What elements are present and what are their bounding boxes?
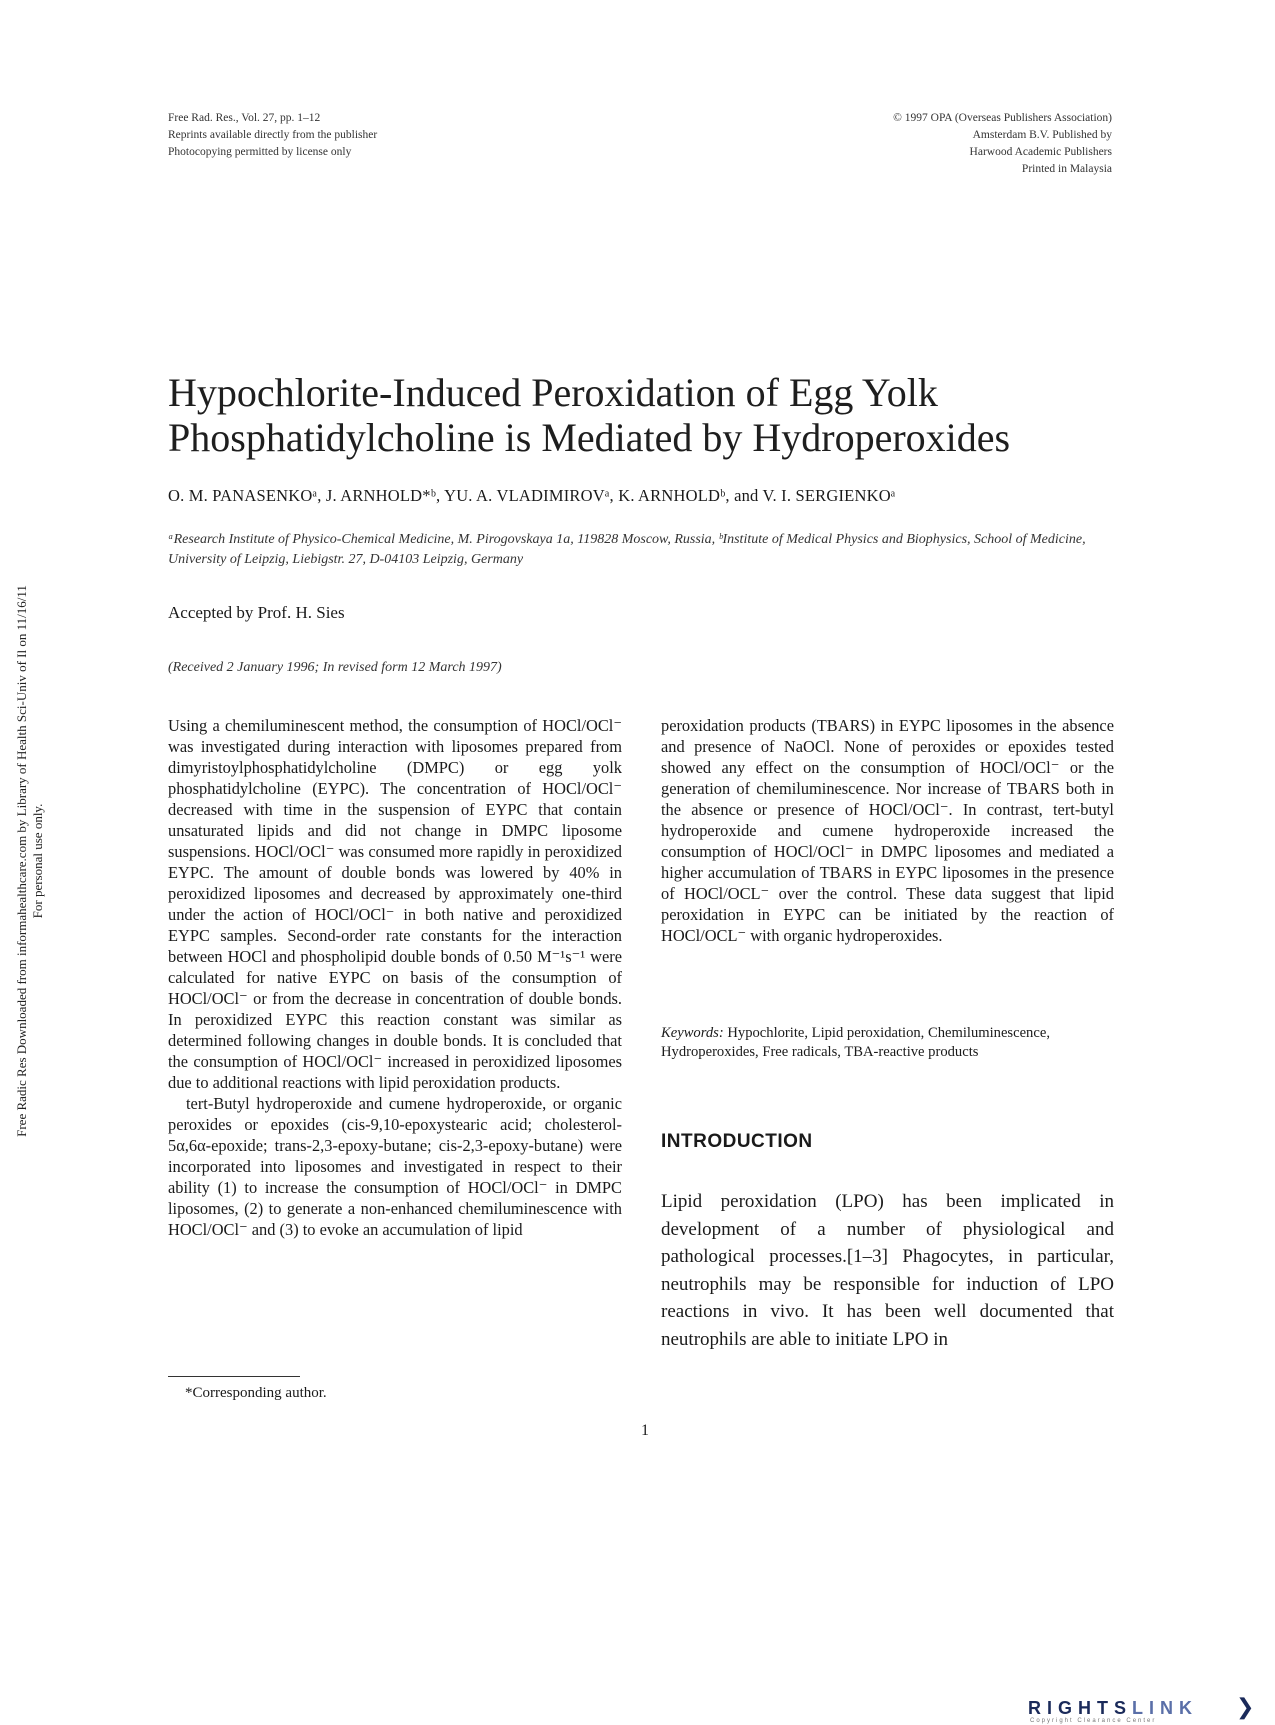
abstract-right-column <box>661 715 1114 946</box>
footnote-rule <box>168 1376 300 1377</box>
section-heading-introduction: INTRODUCTION <box>661 1131 813 1152</box>
author-list: O. M. PANASENKOᵃ, J. ARNHOLD*ᵇ, YU. A. VLADIMIROVᵃ, K. ARNHOLDᵇ, and V. I. SERGIENKOᵃ <box>168 486 896 505</box>
abstract-paragraph-3: peroxidation products (TBARS) in EYPC liposomes in the absence and presence of NaOCl. None of peroxides or epoxides tested showed any effect on the consumption of HOCl/OCl⁻ or the generation of chemiluminescence. Nor increase of TBARS both in the absence or presence of HOCl/OCl⁻. In contrast, tert-butyl hydroperoxide and cumene hydroperoxide increased the consumption of HOCl/OCl⁻ in DMPC liposomes and mediated a higher accumulation of TBARS in EYPC liposomes in the presence of HOCl/OCL⁻ over the control. These data suggest that lipid peroxidation in EYPC can be initiated by the reaction of HOCl/OCL⁻ with organic hydroperoxides. <box>661 716 1114 945</box>
abstract-left-column <box>168 715 622 1240</box>
citation-line-3: Photocopying permitted by license only <box>168 146 352 158</box>
footnote-corresponding-author: *Corresponding author. <box>185 1385 327 1401</box>
citation-line-2: Reprints available directly from the publisher <box>168 129 378 141</box>
rightslink-logo[interactable] <box>1028 1698 1198 1719</box>
download-stamp-line-2: For personal use only. <box>30 803 45 919</box>
download-stamp-line-1: Free Radic Res Downloaded from informahealthcare.com by Library of Health Sci-Univ of Il on 11/16/11 <box>14 585 29 1137</box>
rightslink-subtitle: Copyright Clearance Center <box>1030 1718 1157 1724</box>
page-number: 1 <box>641 1422 649 1439</box>
publisher-line-2: Amsterdam B.V. Published by <box>972 129 1112 141</box>
download-stamp <box>14 481 46 1241</box>
publisher-info <box>780 110 1112 178</box>
received-dates: (Received 2 January 1996; In revised form 12 March 1997) <box>168 660 502 675</box>
paper-title: Hypochlorite-Induced Peroxidation of Egg Yolk Phosphatidylcholine is Mediated by Hydroperoxides <box>168 370 1011 460</box>
rightslink-light: LINK <box>1132 1698 1199 1718</box>
rightslink-chevron-icon: ❯ <box>1236 1695 1255 1720</box>
keywords-label: Keywords: <box>661 1025 724 1041</box>
keywords-list: Hypochlorite, Lipid peroxidation, Chemiluminescence, Hydroperoxides, Free radicals, TBA-reactive products <box>661 1025 1050 1060</box>
accepted-by: Accepted by Prof. H. Sies <box>168 603 345 622</box>
citation-line-1: Free Rad. Res., Vol. 27, pp. 1–12 <box>168 112 321 124</box>
rightslink-bold: RIGHTS <box>1028 1698 1133 1718</box>
publisher-line-4: Printed in Malaysia <box>1021 163 1112 175</box>
abstract-paragraph-1: Using a chemiluminescent method, the consumption of HOCl/OCl⁻ was investigated during interaction with liposomes prepared from dimyristoylphosphatidylcholine (DMPC) or egg yolk phosphatidylcholine (EYPC). The concentration of HOCl/OCl⁻ decreased with time in the suspension of EYPC that contain unsaturated lipids and did not change in DMPC liposome suspensions. HOCl/OCl⁻ was consumed more rapidly in peroxidized EYPC. The amount of double bonds was lowered by 40% in peroxidized liposomes and decreased by approximately one-third under the action of HOCl/OCl⁻ in both native and peroxidized EYPC samples. Second-order rate constants for the interaction between HOCl and phospholipid double bonds of 0.50 M⁻¹s⁻¹ were calculated for native EYPC on basis of the consumption of HOCl/OCl⁻ or from the decrease in concentration of double bonds. In peroxidized EYPC this reaction constant was similar as determined following changes in double bonds. It is concluded that the consumption of HOCl/OCl⁻ increased in peroxidized liposomes due to additional reactions with lipid peroxidation products. <box>168 716 622 1092</box>
introduction-text: Lipid peroxidation (LPO) has been implicated in development of a number of physiological and pathological processes.[1–3] Phagocytes, in particular, neutrophils may be responsible for induction of LPO reactions in vivo. It has been well documented that neutrophils are able to initiate LPO in <box>661 1191 1114 1350</box>
keywords <box>661 1024 1114 1062</box>
publisher-line-1: © 1997 OPA (Overseas Publishers Association) <box>893 112 1112 124</box>
journal-citation <box>168 110 528 161</box>
publisher-line-3: Harwood Academic Publishers <box>969 146 1112 158</box>
affiliations: ᵃResearch Institute of Physico-Chemical Medicine, M. Pirogovskaya 1a, 119828 Moscow, Russia, ᵇInstitute of Medical Physics and Biophysics, School of Medicine, University of Leipzig, Liebigstr. 27, D-04103 Leipzig, Germany <box>168 532 1086 567</box>
abstract-paragraph-2: tert-Butyl hydroperoxide and cumene hydroperoxide, or organic peroxides or epoxides (cis-9,10-epoxystearic acid; cholesterol-5α,6α-epoxide; trans-2,3-epoxy-butane; cis-2,3-epoxy-butane) were incorporated into liposomes and investigated in respect to their ability (1) to increase the consumption of HOCl/OCl⁻ in DMPC liposomes, (2) to generate a non-enhanced chemiluminescence with HOCl/OCl⁻ and (3) to evoke an accumulation of lipid <box>168 1094 622 1239</box>
